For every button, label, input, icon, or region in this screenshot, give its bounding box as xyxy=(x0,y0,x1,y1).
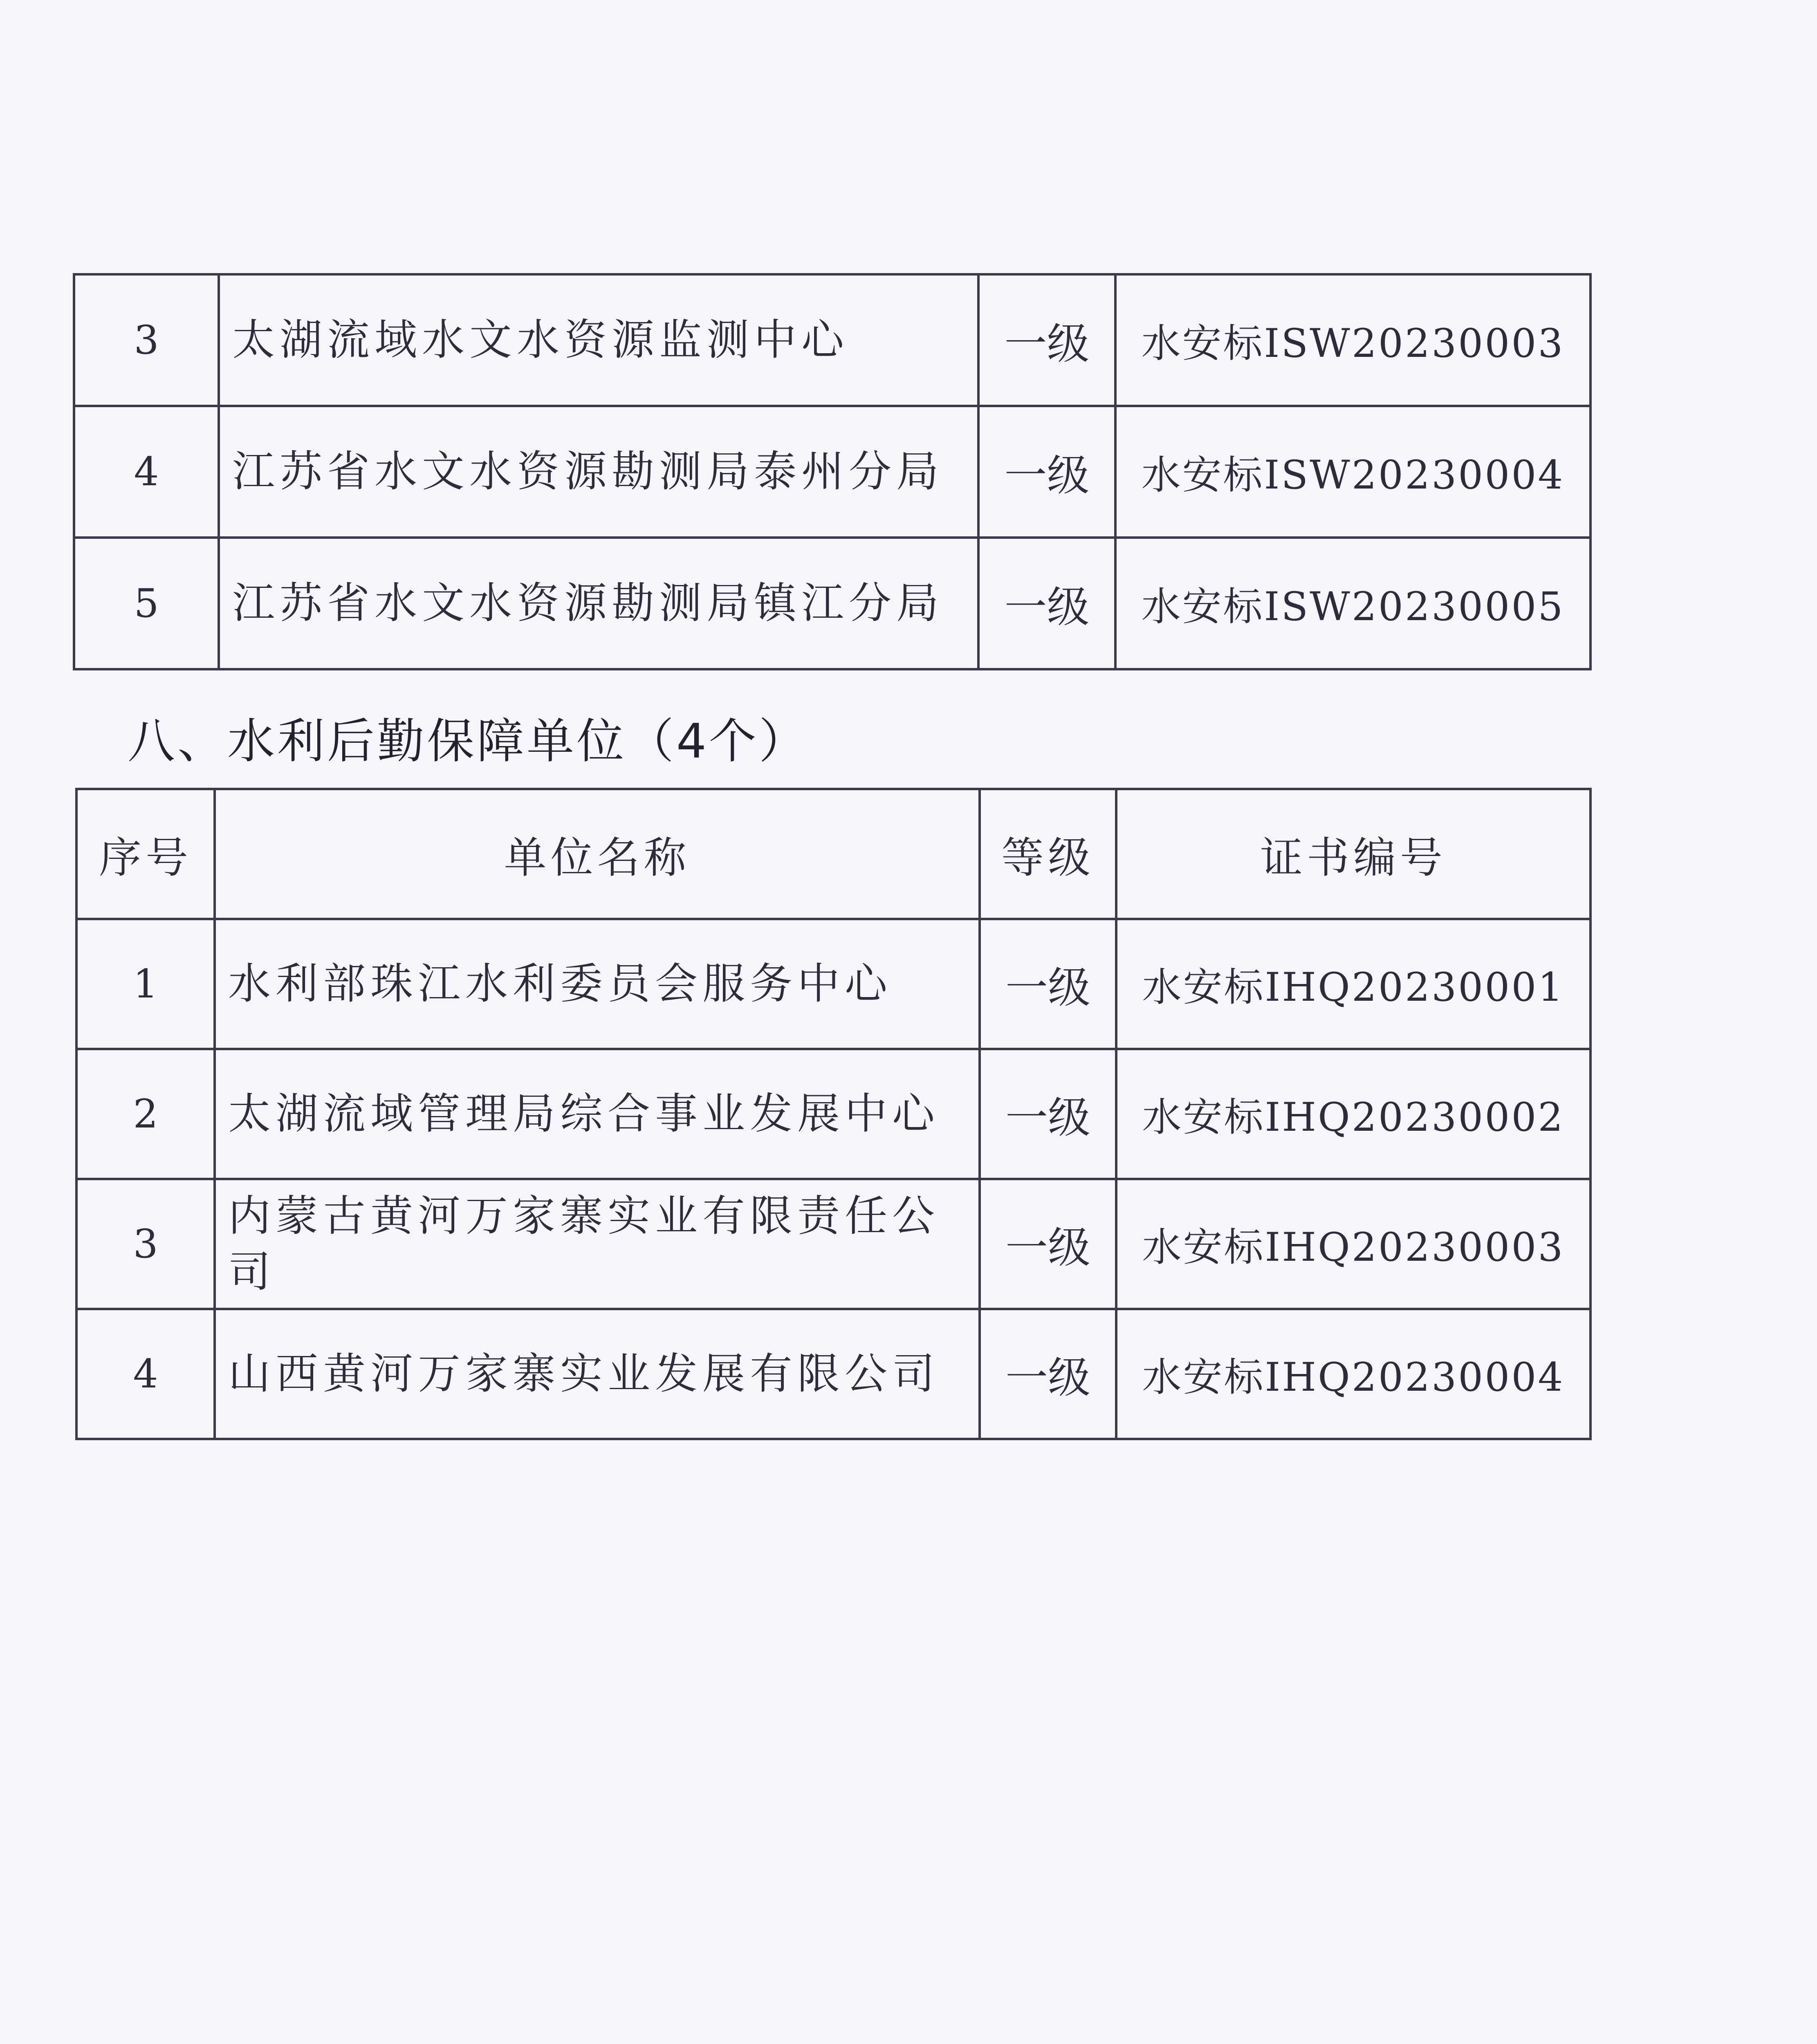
row-number: 1 xyxy=(76,919,215,1049)
continued-units-table xyxy=(73,273,1592,670)
unit-level: 一级 xyxy=(980,1309,1116,1439)
unit-name: 太湖流域水文水资源监测中心 xyxy=(219,274,978,406)
certificate-number: 水安标ⅠSW20230003 xyxy=(1115,274,1590,406)
unit-name: 江苏省水文水资源勘测局镇江分局 xyxy=(219,538,978,669)
row-number: 3 xyxy=(76,1179,215,1309)
unit-level: 一级 xyxy=(980,919,1116,1049)
unit-level: 一级 xyxy=(980,1179,1116,1309)
unit-name: 水利部珠江水利委员会服务中心 xyxy=(215,919,980,1049)
header-number: 序号 xyxy=(76,789,215,919)
header-certificate: 证书编号 xyxy=(1116,789,1590,919)
row-number: 2 xyxy=(76,1049,215,1179)
logistics-units-table xyxy=(75,788,1592,1440)
certificate-number: 水安标ⅠHQ20230003 xyxy=(1116,1179,1590,1309)
table-row xyxy=(74,406,1590,538)
certificate-number: 水安标ⅠSW20230004 xyxy=(1115,406,1590,538)
unit-name: 山西黄河万家寨实业发展有限公司 xyxy=(215,1309,980,1439)
table-row xyxy=(76,1179,1590,1309)
table-row xyxy=(74,538,1590,669)
row-number: 5 xyxy=(74,538,219,669)
table-header-row xyxy=(76,789,1590,919)
table-row xyxy=(76,1049,1590,1179)
unit-level: 一级 xyxy=(978,274,1115,406)
certificate-number: 水安标ⅠHQ20230001 xyxy=(1116,919,1590,1049)
header-unit-name: 单位名称 xyxy=(215,789,980,919)
unit-name: 太湖流域管理局综合事业发展中心 xyxy=(215,1049,980,1179)
unit-name: 内蒙古黄河万家寨实业有限责任公司 xyxy=(215,1179,980,1309)
row-number: 4 xyxy=(74,406,219,538)
row-number: 3 xyxy=(74,274,219,406)
unit-level: 一级 xyxy=(978,406,1115,538)
unit-name: 江苏省水文水资源勘测局泰州分局 xyxy=(219,406,978,538)
unit-level: 一级 xyxy=(978,538,1115,669)
certificate-number: 水安标ⅠHQ20230004 xyxy=(1116,1309,1590,1439)
certificate-number: 水安标ⅠHQ20230002 xyxy=(1116,1049,1590,1179)
table-row xyxy=(74,274,1590,406)
certificate-number: 水安标ⅠSW20230005 xyxy=(1115,538,1590,669)
table-row xyxy=(76,1309,1590,1439)
section-heading: 八、水利后勤保障单位（4个） xyxy=(128,714,809,769)
unit-level: 一级 xyxy=(980,1049,1116,1179)
header-level: 等级 xyxy=(980,789,1116,919)
row-number: 4 xyxy=(76,1309,215,1439)
table-row xyxy=(76,919,1590,1049)
